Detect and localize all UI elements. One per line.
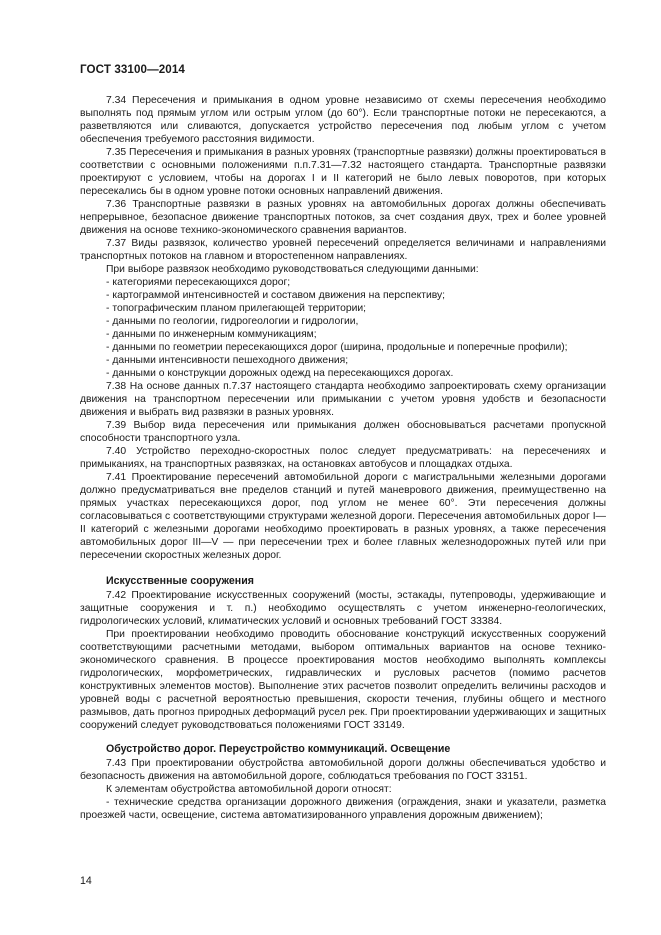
paragraph-7-36: 7.36 Транспортные развязки в разных уровнях на автомобильных дорогах должны обеспечивать непрерывное, безопасное движение транспортных потоков, за счет создания двух, трех и более уровней движения на основе технико-экономического сравнения вариантов. [80, 199, 606, 236]
paragraph-7-38: 7.38 На основе данных п.7.37 настоящего стандарта необходимо запроектировать схему организации движения на транспортном пересечении или примыкании с учетом уровня удобств и безопасности движения и выбрать вид развязки в разных уровнях. [80, 381, 606, 418]
paragraph-7-39: 7.39 Выбор вида пересечения или примыкания должен обосновываться расчетами пропускной способности транспортного узла. [80, 420, 606, 444]
paragraph-design-justification: При проектировании необходимо проводить обоснование конструкций искусственных сооружений соответствующими расчетными методами, выбором оптимальных вариантов на основе технико-экономического сравнения. В процессе проектирования мостов необходимо выполнять комплексы гидрологических, морфометрических, гидравлических и русловых расчетов (помимо расчетов конструктивных элементов мостов). Выполнение этих расчетов позволит определить величины расходов и уровней воды с расчетной вероятностью превышения, скорости течения, глубины общего и местного размывов, дать прогноз природных деформаций русел рек. При проектировании удерживающих и защитных сооружений следует руководствоваться положениями ГОСТ 33149. [80, 629, 606, 731]
section-heading-artificial-structures: Искусственные сооружения [106, 575, 254, 587]
paragraph-elements-intro: К элементам обустройства автомобильной дороги относят: [106, 784, 392, 795]
page-number: 14 [80, 875, 92, 887]
list-item: - данными интенсивности пешеходного движения; [106, 355, 349, 366]
section-heading-road-arrangement: Обустройство дорог. Переустройство коммуникаций. Освещение [106, 743, 451, 755]
list-item: - данными по геометрии пересекающихся дорог (ширина, продольные и поперечные профили); [106, 342, 568, 353]
list-item: - технические средства организации дорожного движения (ограждения, знаки и указатели, разметка проезжей части, освещение, система автоматизированного управления дорожным движением); [80, 797, 606, 821]
document-header: ГОСТ 33100—2014 [80, 63, 185, 76]
paragraph-7-43: 7.43 При проектировании обустройства автомобильной дороги должны обеспечиваться удобство и безопасность движения на автомобильной дороге, соблюдаться требования по ГОСТ 33151. [80, 758, 606, 782]
list-item: - картограммой интенсивностей и составом движения на перспективу; [106, 290, 446, 301]
page-content [80, 94, 606, 822]
paragraph-7-42: 7.42 Проектирование искусственных сооружений (мосты, эстакады, путепроводы, удерживающие и защитные сооружения и т. п.) необходимо осуществлять с учетом инженерно-геологических, гидрологических условий, климатических условий и основных требований ГОСТ 33384. [80, 590, 606, 627]
paragraph-7-35: 7.35 Пересечения и примыкания в разных уровнях (транспортные развязки) должны проектироваться в соответствии с основными положениями п.п.7.31—7.32 настоящего стандарта. Транспортные развязки проектируют с условием, чтобы на дорогах I и II категорий не было левых поворотов, при которых пересекались бы в одном уровне потоки основных направлений движения. [80, 147, 606, 197]
list-item: - топографическим планом прилегающей территории; [106, 303, 367, 314]
paragraph-7-37: 7.37 Виды развязок, количество уровней пересечений определяется величинами и направлениями транспортных потоков на главном и второстепенном направлениях. [80, 238, 606, 262]
list-item: - данными о конструкции дорожных одежд на пересекающихся дорогах. [106, 368, 454, 379]
paragraph-7-41: 7.41 Проектирование пересечений автомобильной дороги с магистральными железными дорогами должно предусматриваться вне пределов станций и путей маневрового движения, преимущественно на прямых участках пересекающихся дорог, под углом не менее 60°. Эти пересечения должны согласовываться с соответствующими структурами железной дороги. Пересечения автомобильных дорог I—II категорий с железными дорогами необходимо проектировать в разных уровнях, а также пересечения автомобильных дорог III—V — при пересечении трех и более главных железнодорожных путей или при пересечении скоростных железных дорог. [80, 472, 606, 561]
list-item: - категориями пересекающихся дорог; [106, 277, 291, 288]
paragraph-7-40: 7.40 Устройство переходно-скоростных полос следует предусматривать: на пересечениях и примыканиях, на транспортных развязках, на остановках автобусов и площадках отдыха. [80, 446, 606, 470]
paragraph-selection-intro: При выборе развязок необходимо руководствоваться следующими данными: [106, 264, 479, 275]
list-item: - данными по геологии, гидрогеологии и гидрологии, [106, 316, 359, 327]
list-item: - данными по инженерным коммуникациям; [106, 329, 317, 340]
paragraph-7-34: 7.34 Пересечения и примыкания в одном уровне независимо от схемы пересечения необходимо выполнять под прямым углом или острым углом (до 60°). Если транспортные потоки не пересекаются, а разветвляются или сливаются, допускается устройство пересечения под любым углом с учетом обеспечения требуемого расстояния видимости. [80, 95, 606, 145]
